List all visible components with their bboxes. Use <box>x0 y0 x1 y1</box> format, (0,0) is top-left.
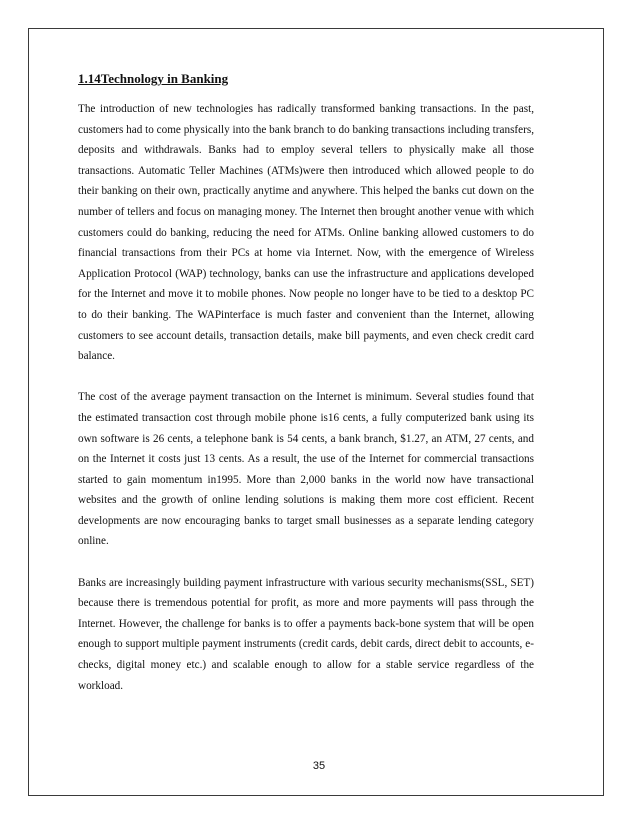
paragraph-technology-transformation: The introduction of new technologies has radically transformed banking transactions. In the past, customers had to come physically into the bank branch to do banking transactions including transfers, deposits and withdrawals. Banks had to employ several tellers to physically make all those transactions. Automatic Teller Machines (ATMs)were then introduced which allowed people to do their banking on their own, practically anytime and anywhere. This helped the banks cut down on the number of tellers and focus on managing money. The Internet then brought another venue with which customers could do banking, reducing the need for ATMs. Online banking allowed customers to do financial transactions from their PCs at home via Internet. Now, with the emergence of Wireless Application Protocol (WAP) technology, banks can use the infrastructure and applications developed for the Internet and move it to mobile phones. Now people no longer have to be tied to a desktop PC to do their banking. The WAPinterface is much faster and convenient than the Internet, allowing customers to see account details, transaction details, make bill payments, and even check credit card balance. <box>78 103 534 363</box>
document-body <box>78 70 534 717</box>
section-heading: 1.14Technology in Banking <box>78 71 229 86</box>
paragraph-transaction-cost: The cost of the average payment transaction on the Internet is minimum. Several studies found that the estimated transaction cost through mobile phone is16 cents, a fully computerized bank using its own software is 26 cents, a telephone bank is 54 cents, a bank branch, $1.27, an ATM, 27 cents, and on the Internet it costs just 13 cents. As a result, the use of the Internet for commercial transactions started to gain momentum in1995. More than 2,000 banks in the world now have transactional websites and the growth of online lending solutions is making them more cost efficient. Recent developments are now encouraging banks to target small businesses as a separate lending category online. <box>78 391 534 548</box>
page-number: 35 <box>312 760 326 772</box>
paragraph-payment-infrastructure: Banks are increasingly building payment infrastructure with various security mechanisms(SSL, SET) because there is tremendous potential for profit, as more and more payments will pass through the Internet. However, the challenge for banks is to offer a payments back-bone system that will be open enough to support multiple payment instruments (credit cards, debit cards, direct debit to accounts, e-checks, digital money etc.) and scalable enough to allow for a stable service regardless of the workload. <box>78 576 534 692</box>
